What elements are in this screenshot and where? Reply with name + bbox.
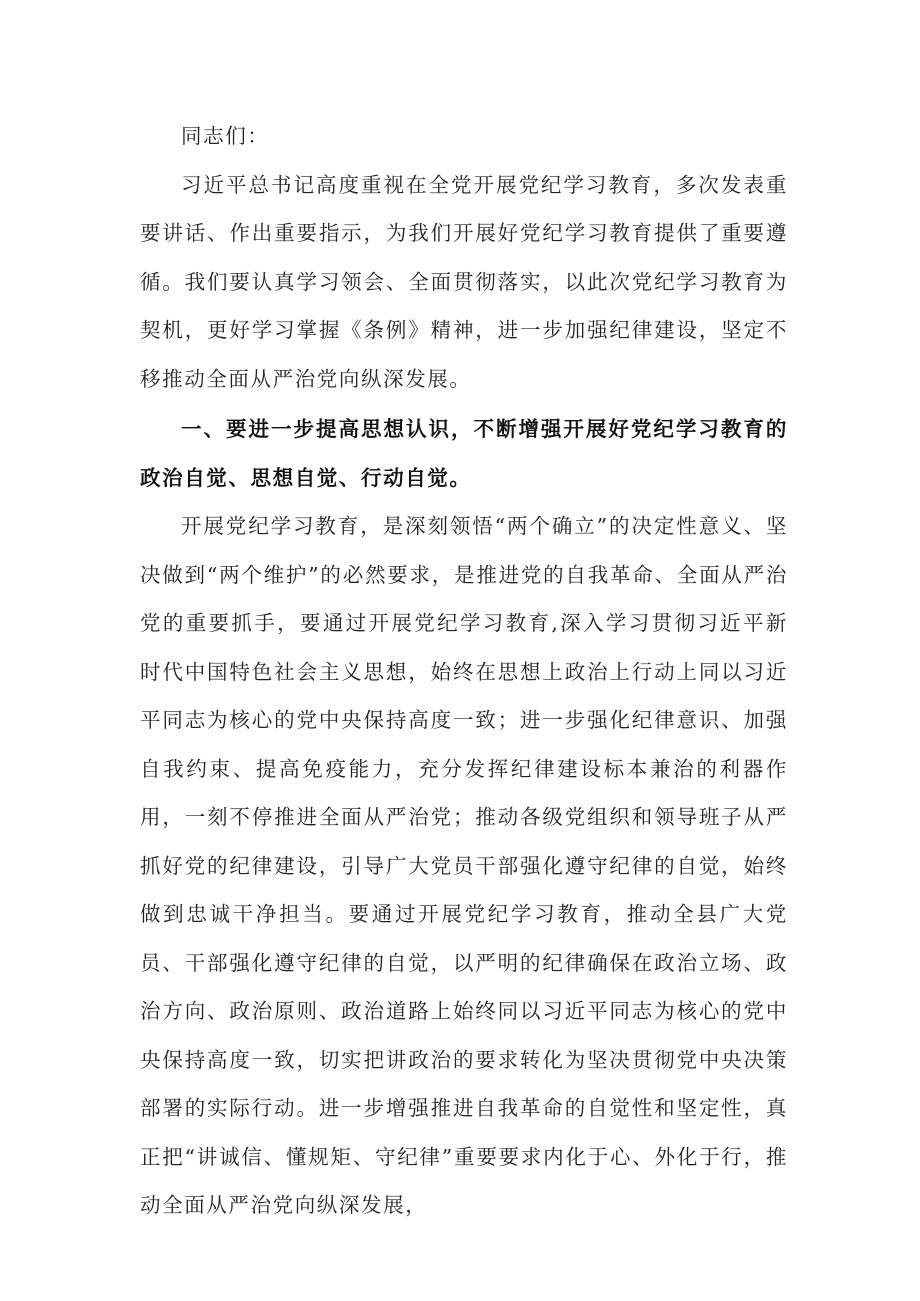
intro-paragraph: 习近平总书记高度重视在全党开展党纪学习教育，多次发表重要讲话、作出重要指示，为我们开展好党纪学习教育提供了重要遵循。我们要认真学习领会、全面贯彻落实，以此次党纪学习教育为契机，更好学习掌握《条例》精神，进一步加强纪律建设，坚定不移推动全面从严治党向纵深发展。 <box>140 172 788 391</box>
document-body <box>140 112 788 1230</box>
section-1-paragraph: 开展党纪学习教育，是深刻领悟“两个确立”的决定性意义、坚决做到“两个维护”的必然要求，是推进党的自我革命、全面从严治党的重要抓手，要通过开展党纪学习教育,深入学习贯彻习近平新时代中国特色社会主义思想，始终在思想上政治上行动上同以习近平同志为核心的党中央保持高度一致；进一步强化纪律意识、加强自我约束、提高免疫能力，充分发挥纪律建设标本兼治的利器作用，一刻不停推进全面从严治党；推动各级党组织和领导班子从严抓好党的纪律建设，引导广大党员干部强化遵守纪律的自觉，始终做到忠诚干净担当。要通过开展党纪学习教育，推动全县广大党员、干部强化遵守纪律的自觉，以严明的纪律确保在政治立场、政治方向、政治原则、政治道路上始终同以习近平同志为核心的党中央保持高度一致，切实把讲政治的要求转化为坚决贯彻党中央决策部署的实际行动。进一步增强推进自我革命的自觉性和坚定性，真正把“讲诚信、懂规矩、守纪律”重要要求内化于心、外化于行，推动全面从严治党向纵深发展， <box>140 514 788 1217</box>
section-heading-1: 一、要进一步提高思想认识，不断增强开展好党纪学习教育的政治自觉、思想自觉、行动自觉。 <box>140 417 788 490</box>
salutation: 同志们： <box>181 124 270 148</box>
